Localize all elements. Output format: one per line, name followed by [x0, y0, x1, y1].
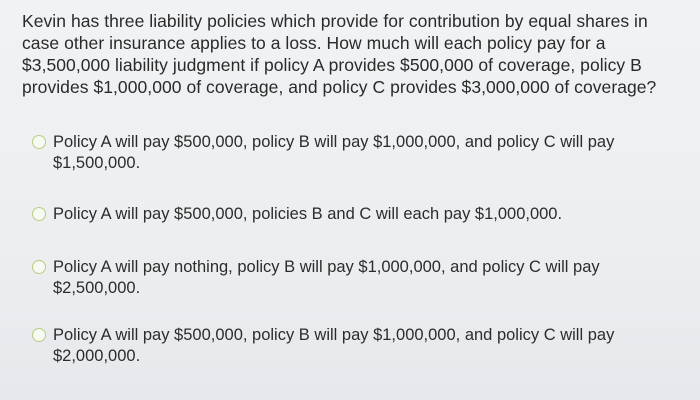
radio-button[interactable]: [32, 207, 46, 221]
radio-button[interactable]: [32, 328, 46, 342]
radio-button[interactable]: [32, 260, 46, 274]
answer-option-4[interactable]: [32, 325, 643, 367]
question-text: Kevin has three liability policies which provide for contribution by equal shares in case other insurance applies to a loss. How much will each policy pay for a $3,500,000 liability judgment if policy A provides $500,000 of coverage, policy B provides $1,000,000 of coverage, and policy C provides $3,000,000 of coverage?: [22, 11, 657, 97]
radio-button[interactable]: [32, 135, 46, 149]
answer-option-label: Policy A will pay $500,000, policies B and C will each pay $1,000,000.: [53, 205, 563, 223]
answer-option-label: Policy A will pay $500,000, policy B will pay $1,000,000, and policy C will pay $2,000,000.: [53, 326, 615, 365]
answer-option-label: Policy A will pay $500,000, policy B will pay $1,000,000, and policy C will pay $1,500,000.: [53, 133, 615, 172]
answer-option-2[interactable]: [32, 204, 643, 225]
answer-option-1[interactable]: [32, 132, 643, 174]
answer-option-3[interactable]: [32, 257, 643, 299]
answer-option-label: Policy A will pay nothing, policy B will pay $1,000,000, and policy C will pay $2,500,000.: [53, 258, 600, 297]
